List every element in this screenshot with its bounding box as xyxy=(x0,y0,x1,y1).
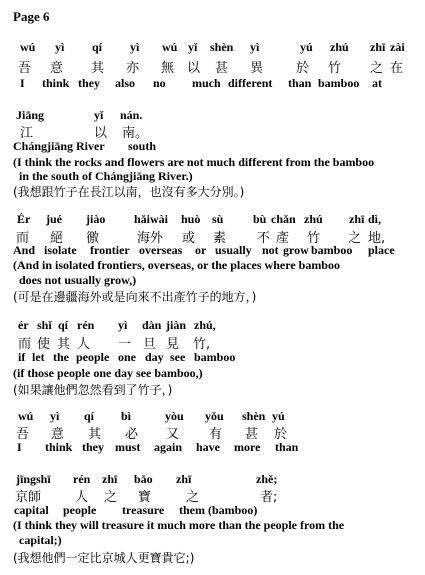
chinese-token: 甚 xyxy=(245,427,259,442)
pinyin-token: yú xyxy=(300,40,313,54)
chinese-translation: (如果讓他們忽然看到了竹子，) xyxy=(13,383,173,397)
chinese-token: 旦 xyxy=(143,337,157,352)
pinyin-token: dì, xyxy=(368,212,382,226)
pinyin-token: rén xyxy=(73,472,91,486)
chinese-token: 異 xyxy=(250,61,264,76)
pinyin-token: sù xyxy=(212,212,224,226)
chinese-line xyxy=(0,486,425,504)
english-token: at xyxy=(372,76,382,90)
chinese-token: 意 xyxy=(50,61,64,76)
chinese-line xyxy=(0,423,425,441)
pinyin-token: zhú xyxy=(330,40,349,54)
english-translation-line: does not usually grow,) xyxy=(19,273,137,287)
chinese-token: 一 xyxy=(118,337,132,352)
chinese-translation: (我想跟竹子在長江以南，也沒有多大分別。) xyxy=(13,185,245,199)
english-line xyxy=(0,76,425,94)
english-token: Chángjiāng River xyxy=(13,139,105,153)
chinese-token: 不 xyxy=(257,231,271,246)
pinyin-token: zhě; xyxy=(256,472,278,486)
pinyin-token: shèn xyxy=(210,40,234,54)
pinyin-token: bǎo xyxy=(134,472,153,486)
chinese-token: 而 xyxy=(16,231,30,246)
pinyin-token: jué xyxy=(46,212,62,226)
chinese-token: 寶 xyxy=(138,490,152,505)
pinyin-token: huò xyxy=(181,212,201,226)
english-translation-line: capital;) xyxy=(19,533,62,547)
english-token: one xyxy=(118,350,136,364)
pinyin-token: yì xyxy=(130,40,140,54)
chinese-token: 地, xyxy=(368,231,386,246)
english-token: let xyxy=(32,350,45,364)
chinese-token: 竹, xyxy=(193,337,211,352)
english-token: see xyxy=(170,350,186,364)
pinyin-token: Jiāng xyxy=(16,108,45,122)
pinyin-token: zhú xyxy=(304,212,323,226)
pinyin-line xyxy=(0,40,425,58)
chinese-token: 江 xyxy=(20,126,34,141)
chinese-token: 其 xyxy=(88,427,102,442)
english-token: grow xyxy=(283,243,309,257)
pinyin-token: nán. xyxy=(120,108,143,122)
english-token: no xyxy=(153,76,166,90)
chinese-token: 南。 xyxy=(122,126,149,141)
pinyin-token: Ér xyxy=(17,212,31,226)
english-token: bamboo xyxy=(194,350,236,364)
english-token: than xyxy=(288,76,312,90)
pinyin-token: zhī xyxy=(370,40,386,54)
pinyin-token: zhī xyxy=(102,472,118,486)
english-token: overseas xyxy=(139,243,183,257)
english-token: frontier xyxy=(90,243,130,257)
pinyin-token: hǎiwài xyxy=(134,212,169,226)
chinese-token: 無 xyxy=(161,61,175,76)
chinese-token: 徼 xyxy=(86,231,100,246)
english-translation-line: (And in isolated frontiers, overseas, or the places where bamboo xyxy=(13,258,340,272)
chinese-token: 吾 xyxy=(16,427,30,442)
chinese-token: 甚 xyxy=(215,61,229,76)
pinyin-token: yì xyxy=(250,40,260,54)
chinese-token: 人 xyxy=(77,337,91,352)
english-token: capital xyxy=(14,503,49,517)
english-token: usually xyxy=(215,243,252,257)
pinyin-token: wú xyxy=(18,409,34,423)
english-token: isolate xyxy=(44,243,77,257)
english-token: think xyxy=(42,76,70,90)
pinyin-token: bù xyxy=(253,212,267,226)
chinese-token: 吾 xyxy=(18,61,32,76)
pinyin-token: qí xyxy=(58,318,69,332)
chinese-token: 有 xyxy=(209,427,223,442)
pinyin-token: bì xyxy=(121,409,132,423)
chinese-token: 在 xyxy=(390,61,404,76)
pinyin-token: jiàn xyxy=(166,318,187,332)
pinyin-token: shǐ xyxy=(37,318,52,332)
chinese-line xyxy=(0,122,425,140)
pinyin-token: yǐ xyxy=(94,108,104,122)
english-translation-line: (if those people one day see bamboo,) xyxy=(13,366,203,380)
chinese-translation: (我想他們一定比京城人更寶貴它;) xyxy=(13,551,195,565)
chinese-token: 之 xyxy=(370,61,384,76)
pinyin-token: rén xyxy=(77,318,95,332)
english-line xyxy=(0,440,425,458)
pinyin-token: dàn xyxy=(142,318,162,332)
chinese-token: 又 xyxy=(166,427,180,442)
pinyin-token: wú xyxy=(162,40,178,54)
english-token: the xyxy=(53,350,69,364)
chinese-token: 其 xyxy=(57,337,71,352)
english-token: more xyxy=(234,440,261,454)
chinese-token: 絕 xyxy=(50,231,64,246)
english-token: place xyxy=(368,243,395,257)
pinyin-token: qí xyxy=(92,40,103,54)
chinese-token: 者; xyxy=(260,490,278,505)
pinyin-token: qí xyxy=(84,409,95,423)
chinese-token: 人 xyxy=(75,490,89,505)
pinyin-token: ér xyxy=(18,318,29,332)
chinese-token: 以 xyxy=(187,61,201,76)
english-translation-line: (I think they will treasure it much more than the people from the xyxy=(13,518,345,532)
chinese-token: 竹 xyxy=(328,61,342,76)
english-token: have xyxy=(196,440,220,454)
pinyin-token: shèn xyxy=(242,409,266,423)
english-token: must xyxy=(115,440,141,454)
english-token: not xyxy=(262,243,279,257)
chinese-token: 於 xyxy=(274,427,288,442)
chinese-token: 必 xyxy=(125,427,139,442)
chinese-token: 竹 xyxy=(307,231,321,246)
pinyin-token: chǎn xyxy=(271,212,296,226)
pinyin-token: yǒu xyxy=(205,409,224,423)
english-token: than xyxy=(275,440,299,454)
english-translation-line: (I think the rocks and flowers are not much different from the bamboo xyxy=(13,155,375,169)
english-token: bamboo xyxy=(318,76,360,90)
pinyin-token: zài xyxy=(390,40,405,54)
chinese-token: 見 xyxy=(166,337,180,352)
english-token: if xyxy=(18,350,26,364)
english-token: or xyxy=(195,243,207,257)
english-token: I xyxy=(20,76,25,90)
english-token: also xyxy=(115,76,136,90)
chinese-token: 意 xyxy=(51,427,65,442)
english-token: much xyxy=(192,76,221,90)
chinese-token: 或 xyxy=(182,231,196,246)
english-token: I xyxy=(17,440,22,454)
chinese-token: 亦 xyxy=(126,61,140,76)
chinese-token: 素 xyxy=(213,231,227,246)
pinyin-token: zhī xyxy=(349,212,365,226)
english-translation-line: in the south of Chángjiāng River.) xyxy=(19,169,193,183)
english-token: them (bamboo) xyxy=(179,503,258,517)
pinyin-token: yì xyxy=(118,318,128,332)
pinyin-token: yòu xyxy=(165,409,184,423)
pinyin-token: jīngshī xyxy=(16,472,51,486)
english-token: And xyxy=(13,243,36,257)
pinyin-token: jiào xyxy=(86,212,106,226)
english-token: south xyxy=(128,139,157,153)
pinyin-token: zhú, xyxy=(194,318,216,332)
english-token: they xyxy=(82,440,104,454)
chinese-token: 其 xyxy=(91,61,105,76)
pinyin-token: yì xyxy=(50,409,60,423)
chinese-token: 之 xyxy=(186,490,200,505)
chinese-token: 京師 xyxy=(15,490,42,505)
chinese-token: 而 xyxy=(18,337,32,352)
english-token: people xyxy=(63,503,97,517)
chinese-token: 於 xyxy=(296,61,310,76)
page-label: Page 6 xyxy=(13,9,50,24)
chinese-line xyxy=(0,333,425,351)
english-token: bamboo xyxy=(311,243,353,257)
pinyin-token: yì xyxy=(55,40,65,54)
english-token: again xyxy=(154,440,183,454)
english-token: treasure xyxy=(122,503,165,517)
english-token: think xyxy=(45,440,73,454)
english-token: people xyxy=(76,350,110,364)
chinese-token: 使 xyxy=(37,337,51,352)
chinese-translation: (可是在邊疆海外或是向來不出產竹子的地方，) xyxy=(13,290,257,304)
pinyin-token: yú xyxy=(272,409,285,423)
chinese-token: 海外 xyxy=(137,231,164,246)
pinyin-token: wú xyxy=(20,40,36,54)
english-token: different xyxy=(228,76,273,90)
chinese-token: 之 xyxy=(348,231,362,246)
pinyin-token: yǐ xyxy=(188,40,198,54)
chinese-token: 之 xyxy=(104,490,118,505)
chinese-line xyxy=(0,57,425,75)
chinese-token: 以 xyxy=(94,126,108,141)
chinese-token: 產 xyxy=(276,231,290,246)
pinyin-token: zhī xyxy=(176,472,192,486)
english-token: day xyxy=(145,350,164,364)
english-token: they xyxy=(78,76,100,90)
